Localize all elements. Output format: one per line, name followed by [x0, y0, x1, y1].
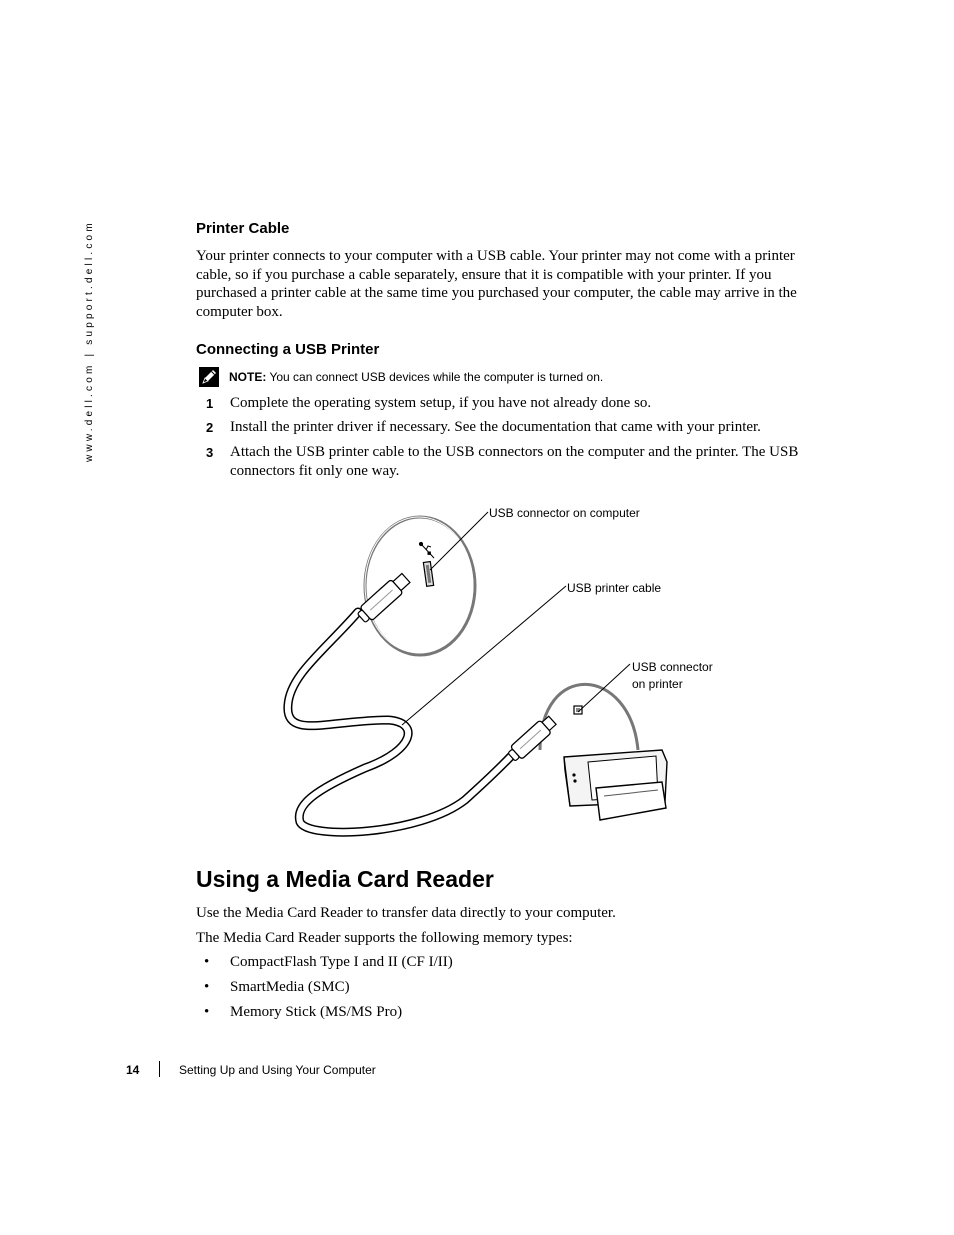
- printer-cable-heading: Printer Cable: [196, 220, 290, 237]
- step-number: 1: [206, 396, 214, 411]
- media-card-intro: Use the Media Card Reader to transfer data directly to your computer.: [196, 905, 616, 921]
- memory-type-item: SmartMedia (SMC): [230, 979, 350, 995]
- step-text: Complete the operating system setup, if you have not already done so.: [230, 395, 652, 411]
- step-text: Attach the USB printer cable to the USB connectors on the computer and the printer. The USB connectors fit only one way.: [230, 444, 799, 479]
- memory-type-item: CompactFlash Type I and II (CF I/II): [230, 954, 453, 970]
- sidebar-url: www.dell.com | support.dell.com: [84, 220, 95, 462]
- bullet-marker: •: [204, 954, 210, 970]
- media-card-supports: The Media Card Reader supports the following memory types:: [196, 930, 573, 946]
- step-text: Install the printer driver if necessary. See the documentation that came with your printer.: [230, 419, 761, 435]
- printer-connector-callout-circle: [540, 684, 638, 750]
- callout-line: USB connector: [632, 660, 713, 674]
- footer-section-title: Setting Up and Using Your Computer: [179, 1063, 376, 1077]
- step-number: 3: [206, 445, 214, 460]
- step-number: 2: [206, 420, 214, 435]
- footer-divider: [159, 1061, 160, 1077]
- note: [229, 370, 603, 384]
- printer-cable-paragraph: Your printer connects to your computer with a USB cable. Your printer may not come with a printer cable, so if you purchase a cable separately, ensure that it is compatible with your printer. If you purchased a printer cable at the same time you purchased your computer, the cable may arrive in the computer box.: [196, 248, 797, 321]
- printer-illustration: [564, 750, 667, 820]
- callout-line: on printer: [632, 677, 683, 691]
- memory-type-item: Memory Stick (MS/MS Pro): [230, 1004, 403, 1020]
- page-number: 14: [126, 1063, 140, 1077]
- media-card-reader-heading: Using a Media Card Reader: [196, 866, 494, 892]
- bullet-marker: •: [204, 1004, 210, 1020]
- callout-usb-printer-cable: USB printer cable: [567, 581, 662, 595]
- callout-usb-connector-printer: [632, 659, 713, 693]
- note-label: NOTE:: [229, 370, 267, 384]
- bullet-marker: •: [204, 979, 210, 995]
- note-pencil-icon: [199, 367, 219, 387]
- note-text: You can connect USB devices while the computer is turned on.: [269, 370, 604, 384]
- callout-usb-connector-computer: USB connector on computer: [489, 506, 640, 520]
- connecting-usb-printer-heading: Connecting a USB Printer: [196, 341, 380, 358]
